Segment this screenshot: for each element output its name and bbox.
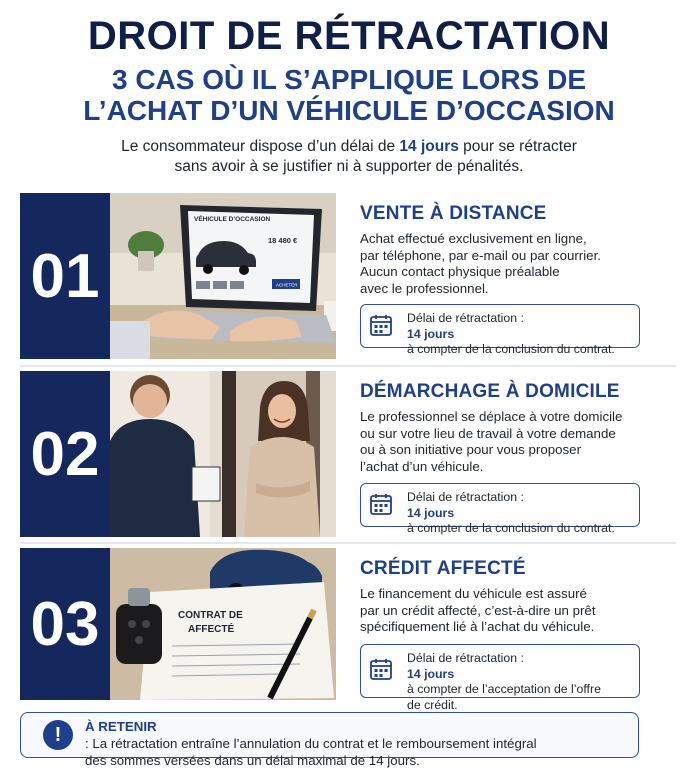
calendar-icon	[369, 492, 393, 516]
delay-text-3	[407, 651, 635, 713]
screen-button: ACHETER	[276, 282, 298, 288]
case-desc-line: Achat effectué exclusivement en ligne,	[360, 231, 587, 246]
case-number-3: 03	[20, 548, 110, 700]
delay-text-1	[407, 311, 635, 358]
page-subtitle	[0, 64, 698, 126]
case-desc-1	[360, 231, 660, 297]
delay-value: 14 jours	[407, 666, 455, 681]
delay-box-2	[360, 483, 640, 535]
case-desc-line: par un crédit affecté, c’est-à-dire un prêt	[360, 602, 596, 618]
divider	[20, 542, 676, 544]
page-title: DROIT DE RÉTRACTATION	[87, 14, 611, 58]
case-desc-line: Le professionnel se déplace à votre domicile	[360, 409, 623, 424]
case-card-3	[20, 548, 676, 712]
delay-detail: de crédit.	[407, 697, 458, 712]
retain-line-2: des sommes versées dans un délai maximal de 14 jours.	[85, 753, 420, 768]
intro-line-2: sans avoir à se justifier ni à supporter de pénalités.	[174, 158, 524, 175]
case-card-1	[20, 193, 676, 359]
delay-text-2	[407, 490, 635, 537]
exclamation-icon: !	[43, 720, 73, 750]
case-photo-laptop	[110, 193, 336, 359]
intro-highlight: 14 jours	[399, 138, 459, 155]
delay-detail: à compter de l’acceptation de l’offre	[407, 682, 601, 696]
delay-label: Délai de rétractation :	[407, 311, 524, 325]
subtitle-line-2: L’ACHAT D’UN VÉHICULE D’OCCASION	[83, 95, 615, 126]
subtitle-line-1: 3 CAS OÙ IL S’APPLIQUE LORS DE	[111, 64, 586, 95]
delay-value: 14 jours	[407, 505, 455, 520]
case-desc-line: avec le professionnel.	[360, 280, 489, 296]
intro-part-2: pour se rétracter	[458, 138, 577, 155]
intro-text	[60, 137, 638, 177]
case-desc-line: l’achat d’un véhicule.	[360, 458, 484, 474]
laptop-illustration	[110, 193, 336, 359]
case-desc-line: spécifiquement lié à l’achat du véhicule.	[360, 619, 595, 634]
retain-text	[85, 718, 635, 769]
contract-line-2: AFFECTÉ	[188, 624, 235, 635]
case-desc-line: Le financement du véhicule est assuré	[360, 586, 587, 601]
delay-label: Délai de rétractation :	[407, 651, 524, 665]
case-number-2: 02	[20, 371, 110, 537]
delay-box-1	[360, 304, 640, 356]
delay-detail: à compter de la conclusion du contrat.	[407, 521, 615, 535]
case-number-1: 01	[20, 193, 110, 359]
delay-box-3	[360, 644, 640, 712]
intro-part-1: Le consommateur dispose d’un délai de	[121, 138, 400, 155]
doorstep-illustration	[110, 371, 336, 537]
case-desc-line: ou sur votre lieu de travail à votre demande	[360, 425, 616, 441]
calendar-icon	[369, 313, 393, 337]
contract-line-1: CONTRAT DE	[178, 610, 243, 621]
screen-price: 18 480 €	[268, 236, 298, 245]
case-desc-line: Aucun contact physique préalable	[360, 264, 560, 279]
retain-line-1: : La rétractation entraîne l’annulation du contrat et le remboursement intégral	[85, 736, 537, 751]
case-photo-doorstep	[110, 371, 336, 537]
retain-box	[20, 712, 639, 768]
case-title-3: CRÉDIT AFFECTÉ	[360, 558, 526, 579]
case-desc-line: par téléphone, par e-mail ou par courrier.	[360, 247, 601, 263]
retain-label: À RETENIR	[85, 719, 157, 734]
case-desc-3	[360, 586, 660, 636]
delay-label: Délai de rétractation :	[407, 490, 524, 504]
contract-illustration	[110, 548, 336, 700]
screen-title: VÉHICULE D’OCCASION	[194, 216, 271, 223]
case-card-2	[20, 371, 676, 537]
divider	[20, 365, 676, 367]
calendar-icon	[369, 657, 393, 681]
delay-detail: à compter de la conclusion du contrat.	[407, 342, 615, 356]
case-title-2: DÉMARCHAGE À DOMICILE	[360, 381, 620, 402]
case-photo-contract	[110, 548, 336, 700]
case-desc-2	[360, 409, 660, 475]
case-title-1: VENTE À DISTANCE	[360, 203, 547, 224]
delay-value: 14 jours	[407, 326, 455, 341]
case-desc-line: ou à son initiative pour vous proposer	[360, 442, 582, 457]
